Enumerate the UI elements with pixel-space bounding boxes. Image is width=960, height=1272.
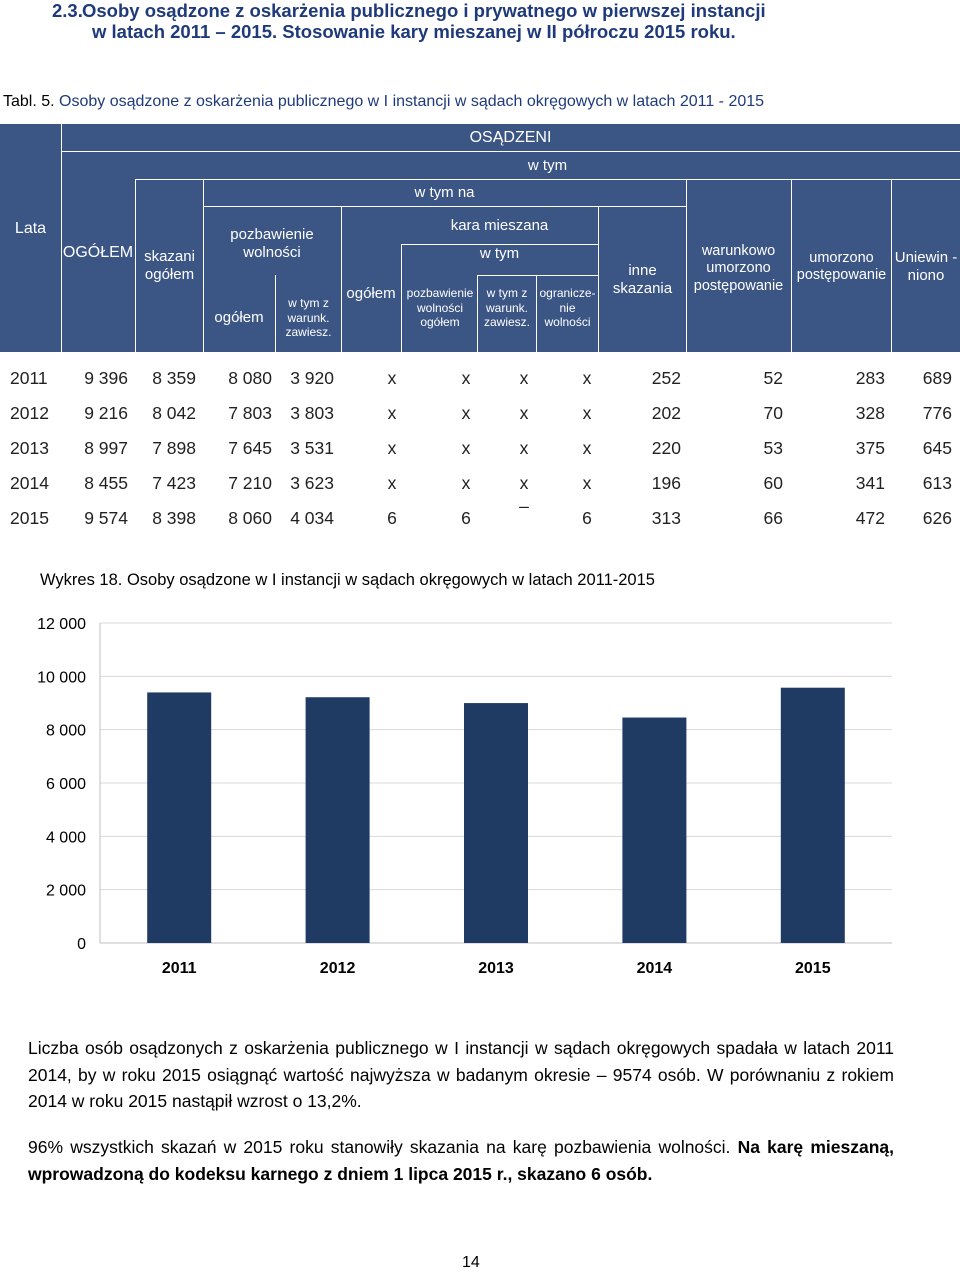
- x-tick-label: 2012: [319, 960, 356, 977]
- x-tick-label: 2013: [478, 960, 514, 977]
- table-cell: 689: [922, 368, 952, 388]
- table-cell: 53: [763, 438, 783, 458]
- table-cell: x: [461, 438, 471, 458]
- header-skazani-ogolem: skazani ogółem: [144, 248, 195, 283]
- table-cell: 6: [387, 508, 397, 528]
- chart-title: Wykres 18. Osoby osądzone w I instancji w sądach okręgowych w latach 2011-2015: [40, 571, 655, 589]
- section-number: 2.3.: [52, 0, 83, 21]
- table-cell: 8 042: [152, 403, 196, 423]
- table-cell: 3 623: [290, 473, 334, 493]
- table-cell: 375: [855, 438, 885, 458]
- header-km-ogolem: ogółem: [346, 285, 396, 302]
- bar-2012: [306, 697, 370, 943]
- bar-2015: [781, 688, 845, 943]
- section-heading-line1: Osoby osądzone z oskarżenia publicznego i prywatnego w pierwszej instancji: [82, 0, 766, 21]
- table-cell: x: [461, 403, 471, 423]
- table-cell: x: [582, 403, 592, 423]
- header-warunkowo: warunkowo umorzono postępowanie: [693, 242, 784, 294]
- table-cell: x: [461, 473, 471, 493]
- table-cell: 472: [855, 508, 885, 528]
- table-cell: x: [582, 438, 592, 458]
- table-cell: 252: [651, 368, 681, 388]
- table-cell: 626: [922, 508, 952, 528]
- row-year-cell: 2013: [10, 438, 49, 458]
- bar-chart: [0, 600, 960, 980]
- table-cell: 9 574: [84, 508, 128, 528]
- table-cell: –: [519, 496, 529, 516]
- y-tick-label: 8 000: [45, 722, 86, 740]
- header-pw-w-tym-z: w tym z warunk. zawiesz.: [285, 296, 332, 340]
- bar-2014: [622, 718, 686, 943]
- table-cell: 8 997: [84, 438, 128, 458]
- table-cell: 66: [763, 508, 783, 528]
- table-cell: 220: [651, 438, 681, 458]
- bar-2013: [464, 703, 528, 943]
- header-lata: Lata: [14, 220, 47, 238]
- table-cell: 3 531: [290, 438, 334, 458]
- table-cell: 8 455: [84, 473, 128, 493]
- table-cell: 7 423: [152, 473, 196, 493]
- table-cell: 613: [922, 473, 952, 493]
- x-tick-label: 2015: [795, 960, 831, 977]
- paragraph-2-bold: Na karę mieszaną, wprowadzoną do kodeksu karnego z dniem 1 lipca 2015 r., skazano 6 osób.: [28, 1137, 894, 1184]
- y-tick-label: 10 000: [37, 669, 86, 687]
- table-cell: 9 396: [84, 368, 128, 388]
- header-osadzeni: OSĄDZENI: [469, 128, 552, 146]
- table-caption-prefix: Tabl. 5.: [3, 93, 55, 110]
- table-cell: 776: [922, 403, 952, 423]
- table-cell: 52: [763, 368, 783, 388]
- table-cell: 8 359: [152, 368, 196, 388]
- y-tick-label: 4 000: [45, 829, 86, 847]
- table-cell: 9 216: [84, 403, 128, 423]
- table-cell: x: [582, 368, 592, 388]
- y-tick-label: 6 000: [45, 776, 86, 793]
- table-cell: 645: [922, 438, 952, 458]
- header-ogolem-main: OGÓŁEM: [62, 244, 134, 262]
- section-heading-line2: w latach 2011 – 2015. Stosowanie kary mieszanej w II półroczu 2015 roku.: [92, 21, 736, 42]
- paragraph-2-normal: 96% wszystkich skazań w 2015 roku stanowiły skazania na karę pozbawienia wolności.: [28, 1137, 731, 1157]
- table-cell: x: [582, 473, 592, 493]
- header-pozbawienie-wolnosci: pozbawienie wolności: [230, 226, 314, 261]
- header-kara-mieszana: kara mieszana: [450, 217, 549, 234]
- header-w-tym-top: w tym: [527, 156, 568, 174]
- y-tick-label: 12 000: [37, 616, 86, 633]
- table-cell: x: [519, 403, 529, 423]
- header-pw-ogolem: ogółem: [214, 309, 264, 326]
- table-cell: x: [387, 368, 397, 388]
- table-cell: x: [519, 473, 529, 493]
- table-cell: x: [387, 403, 397, 423]
- table-cell: x: [519, 438, 529, 458]
- header-w-tym-na: w tym na: [414, 184, 475, 201]
- table-cell: 7 645: [228, 438, 272, 458]
- table-row: [0, 496, 960, 534]
- table-cell: 6: [461, 508, 471, 528]
- table-cell: x: [519, 368, 529, 388]
- table-cell: x: [387, 473, 397, 493]
- y-tick-label: 0: [77, 936, 86, 953]
- page-number: 14: [462, 1254, 480, 1271]
- table-cell: 7 898: [152, 438, 196, 458]
- table-cell: 341: [855, 473, 885, 493]
- header-km-pw-ogolem: pozbawienie wolności ogółem: [406, 286, 474, 330]
- table-cell: 8 398: [152, 508, 196, 528]
- table-cell: 202: [651, 403, 681, 423]
- table-row: [0, 465, 960, 499]
- table-header: [0, 124, 960, 352]
- header-km-w-tym-z: w tym z warunk. zawiesz.: [483, 286, 530, 330]
- table-cell: 8 080: [228, 368, 272, 388]
- table-cell: 7 210: [228, 473, 272, 493]
- table-cell: 60: [763, 473, 783, 493]
- header-km-w-tym: w tym: [479, 245, 520, 262]
- table-cell: 283: [855, 368, 885, 388]
- header-inne-skazania: inne skazania: [612, 262, 673, 297]
- y-tick-label: 2 000: [45, 882, 86, 900]
- header-km-ograniczenie: ogranicze-nie wolności: [539, 286, 596, 330]
- table-row: [0, 395, 960, 429]
- row-year-cell: 2014: [10, 473, 49, 493]
- row-year-cell: 2011: [10, 368, 48, 388]
- table-cell: x: [461, 368, 471, 388]
- paragraph-2: [28, 1134, 894, 1187]
- table-cell: 313: [651, 508, 681, 528]
- table-caption: [3, 93, 764, 111]
- table-cell: x: [387, 438, 397, 458]
- header-umorzono: umorzono postępowanie: [796, 249, 887, 283]
- paragraph-1: Liczba osób osądzonych z oskarżenia publicznego w I instancji w sądach okręgowych spadała w latach 2011 2014, by w roku 2015 osiągnąć wartość najwyższa w badanym okresie – 9574 osób. W porównaniu z rokiem 2014 w roku 2015 nastąpił wzrost o 13,2%.: [28, 1038, 894, 1111]
- row-year-cell: 2012: [10, 403, 49, 423]
- table-caption-text: Osoby osądzone z oskarżenia publicznego w I instancji w sądach okręgowych w latach 2011 - 2015: [59, 93, 765, 110]
- table-cell: 70: [763, 403, 783, 423]
- table-cell: 3 920: [290, 368, 334, 388]
- table-cell: 7 803: [228, 403, 272, 423]
- bar-2011: [147, 692, 211, 943]
- header-uniewinniono: Uniewin -niono: [894, 249, 958, 284]
- table-row: [0, 430, 960, 464]
- table-row: [0, 360, 960, 394]
- table-cell: 196: [651, 473, 681, 493]
- x-tick-label: 2014: [636, 960, 673, 977]
- table-cell: 4 034: [290, 508, 334, 528]
- row-year-cell: 2015: [10, 508, 49, 528]
- x-tick-label: 2011: [161, 960, 197, 977]
- table-cell: 3 803: [290, 403, 334, 423]
- table-cell: 6: [582, 508, 592, 528]
- table-cell: 8 060: [228, 508, 272, 528]
- table-cell: 328: [855, 403, 885, 423]
